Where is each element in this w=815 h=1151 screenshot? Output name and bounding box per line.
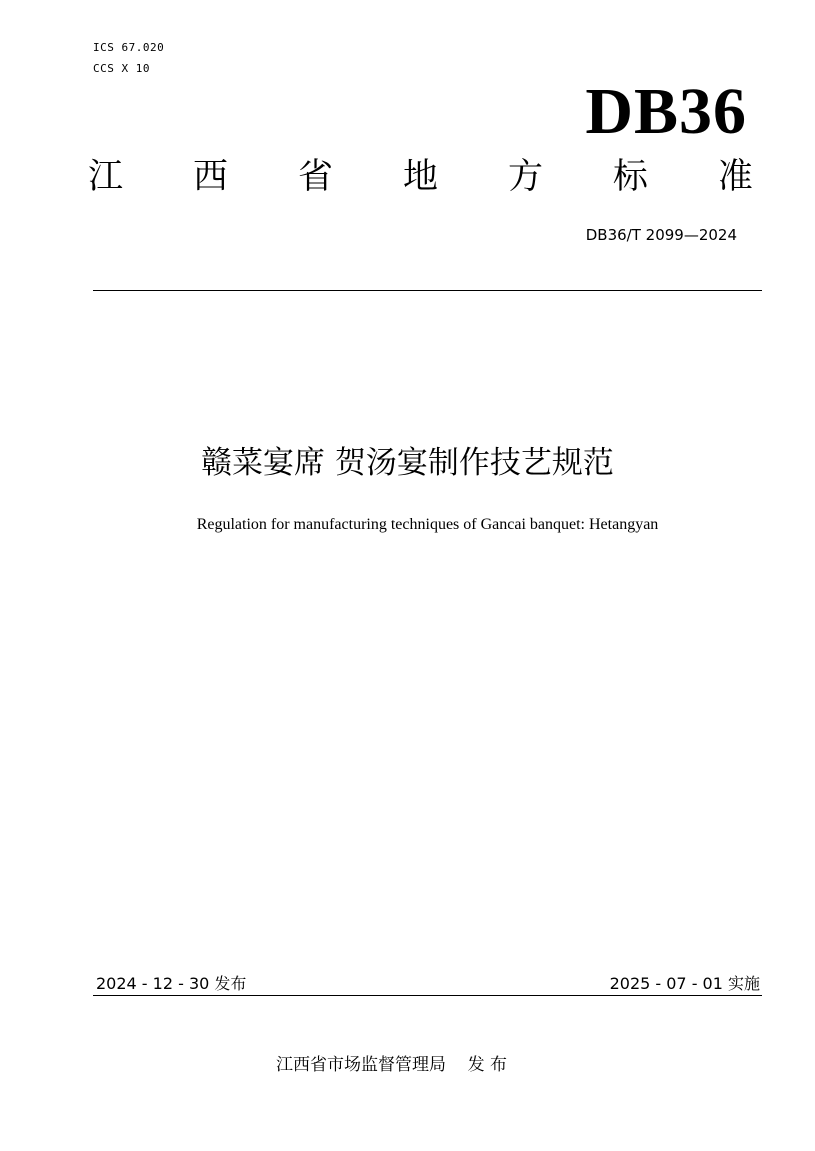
header-divider <box>93 290 762 291</box>
standard-type-char: 方 <box>507 157 543 197</box>
db36-logo: DB36 <box>585 75 747 148</box>
standard-type-char: 准 <box>717 157 753 197</box>
document-title-english: Regulation for manufacturing techniques of Gancai banquet: Hetangyan <box>196 516 659 533</box>
standard-type-char: 地 <box>402 157 438 197</box>
ics-code: ICS 67.020 <box>93 41 165 54</box>
implementation-date: 2025 - 07 - 01 实施 <box>609 974 760 993</box>
issuing-authority: 江西省市场监督管理局 发 布 <box>276 1055 508 1075</box>
standard-type-char: 西 <box>192 157 228 197</box>
standard-number: DB36/T 2099—2024 <box>585 226 737 244</box>
standard-type-char: 省 <box>297 157 333 197</box>
standard-type-char: 江 <box>88 157 124 197</box>
standard-type <box>88 154 753 200</box>
ccs-code: CCS X 10 <box>93 62 150 75</box>
footer-divider <box>93 995 762 996</box>
document-title-chinese: 赣菜宴席 贺汤宴制作技艺规范 <box>201 445 614 481</box>
standard-type-char: 标 <box>612 157 648 197</box>
issue-date: 2024 - 12 - 30 发布 <box>96 974 247 993</box>
